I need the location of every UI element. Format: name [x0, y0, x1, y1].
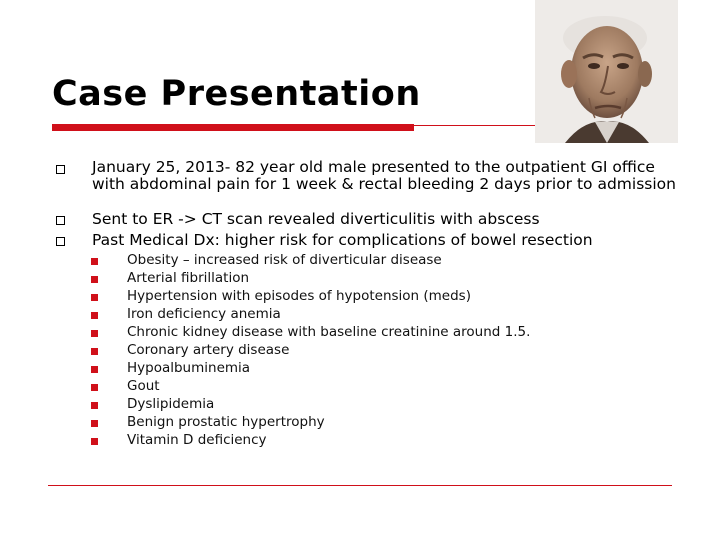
filled-square-icon	[91, 420, 98, 427]
bottom-divider	[48, 485, 672, 486]
filled-square-icon	[91, 438, 98, 445]
sub-bullet-item: Coronary artery disease	[127, 342, 290, 358]
bullet-er: Sent to ER -> CT scan revealed diverticulitis with abscess	[92, 210, 540, 228]
sub-bullet-item: Arterial fibrillation	[127, 270, 250, 286]
hollow-square-icon	[56, 216, 65, 225]
filled-square-icon	[91, 348, 98, 355]
sub-bullet-item: Benign prostatic hypertrophy	[127, 414, 325, 430]
slide-title: Case Presentation	[52, 74, 421, 114]
sub-bullet-item: Hypoalbuminemia	[127, 360, 251, 376]
filled-square-icon	[91, 258, 98, 265]
filled-square-icon	[91, 366, 98, 373]
sub-bullet-item: Hypertension with episodes of hypotension (meds)	[127, 288, 471, 304]
filled-square-icon	[91, 402, 98, 409]
filled-square-icon	[91, 330, 98, 337]
sub-bullet-item: Iron deficiency anemia	[127, 306, 281, 322]
filled-square-icon	[91, 312, 98, 319]
bullet-visit: January 25, 2013- 82 year old male presented to the outpatient GI office with abdominal pain for 1 week & rectal bleeding 2 days prior to admission	[92, 158, 676, 193]
sub-bullet-item: Vitamin D deficiency	[127, 432, 267, 448]
filled-square-icon	[91, 384, 98, 391]
sub-bullet-item: Dyslipidemia	[127, 396, 215, 412]
sub-bullet-item: Chronic kidney disease with baseline creatinine around 1.5.	[127, 324, 531, 340]
bullet-pmh: Past Medical Dx: higher risk for complications of bowel resection	[92, 231, 593, 249]
filled-square-icon	[91, 294, 98, 301]
hollow-square-icon	[56, 237, 65, 246]
filled-square-icon	[91, 276, 98, 283]
sub-bullet-item: Obesity – increased risk of diverticular disease	[127, 252, 442, 268]
hollow-square-icon	[56, 165, 65, 174]
sub-bullet-item: Gout	[127, 378, 160, 394]
